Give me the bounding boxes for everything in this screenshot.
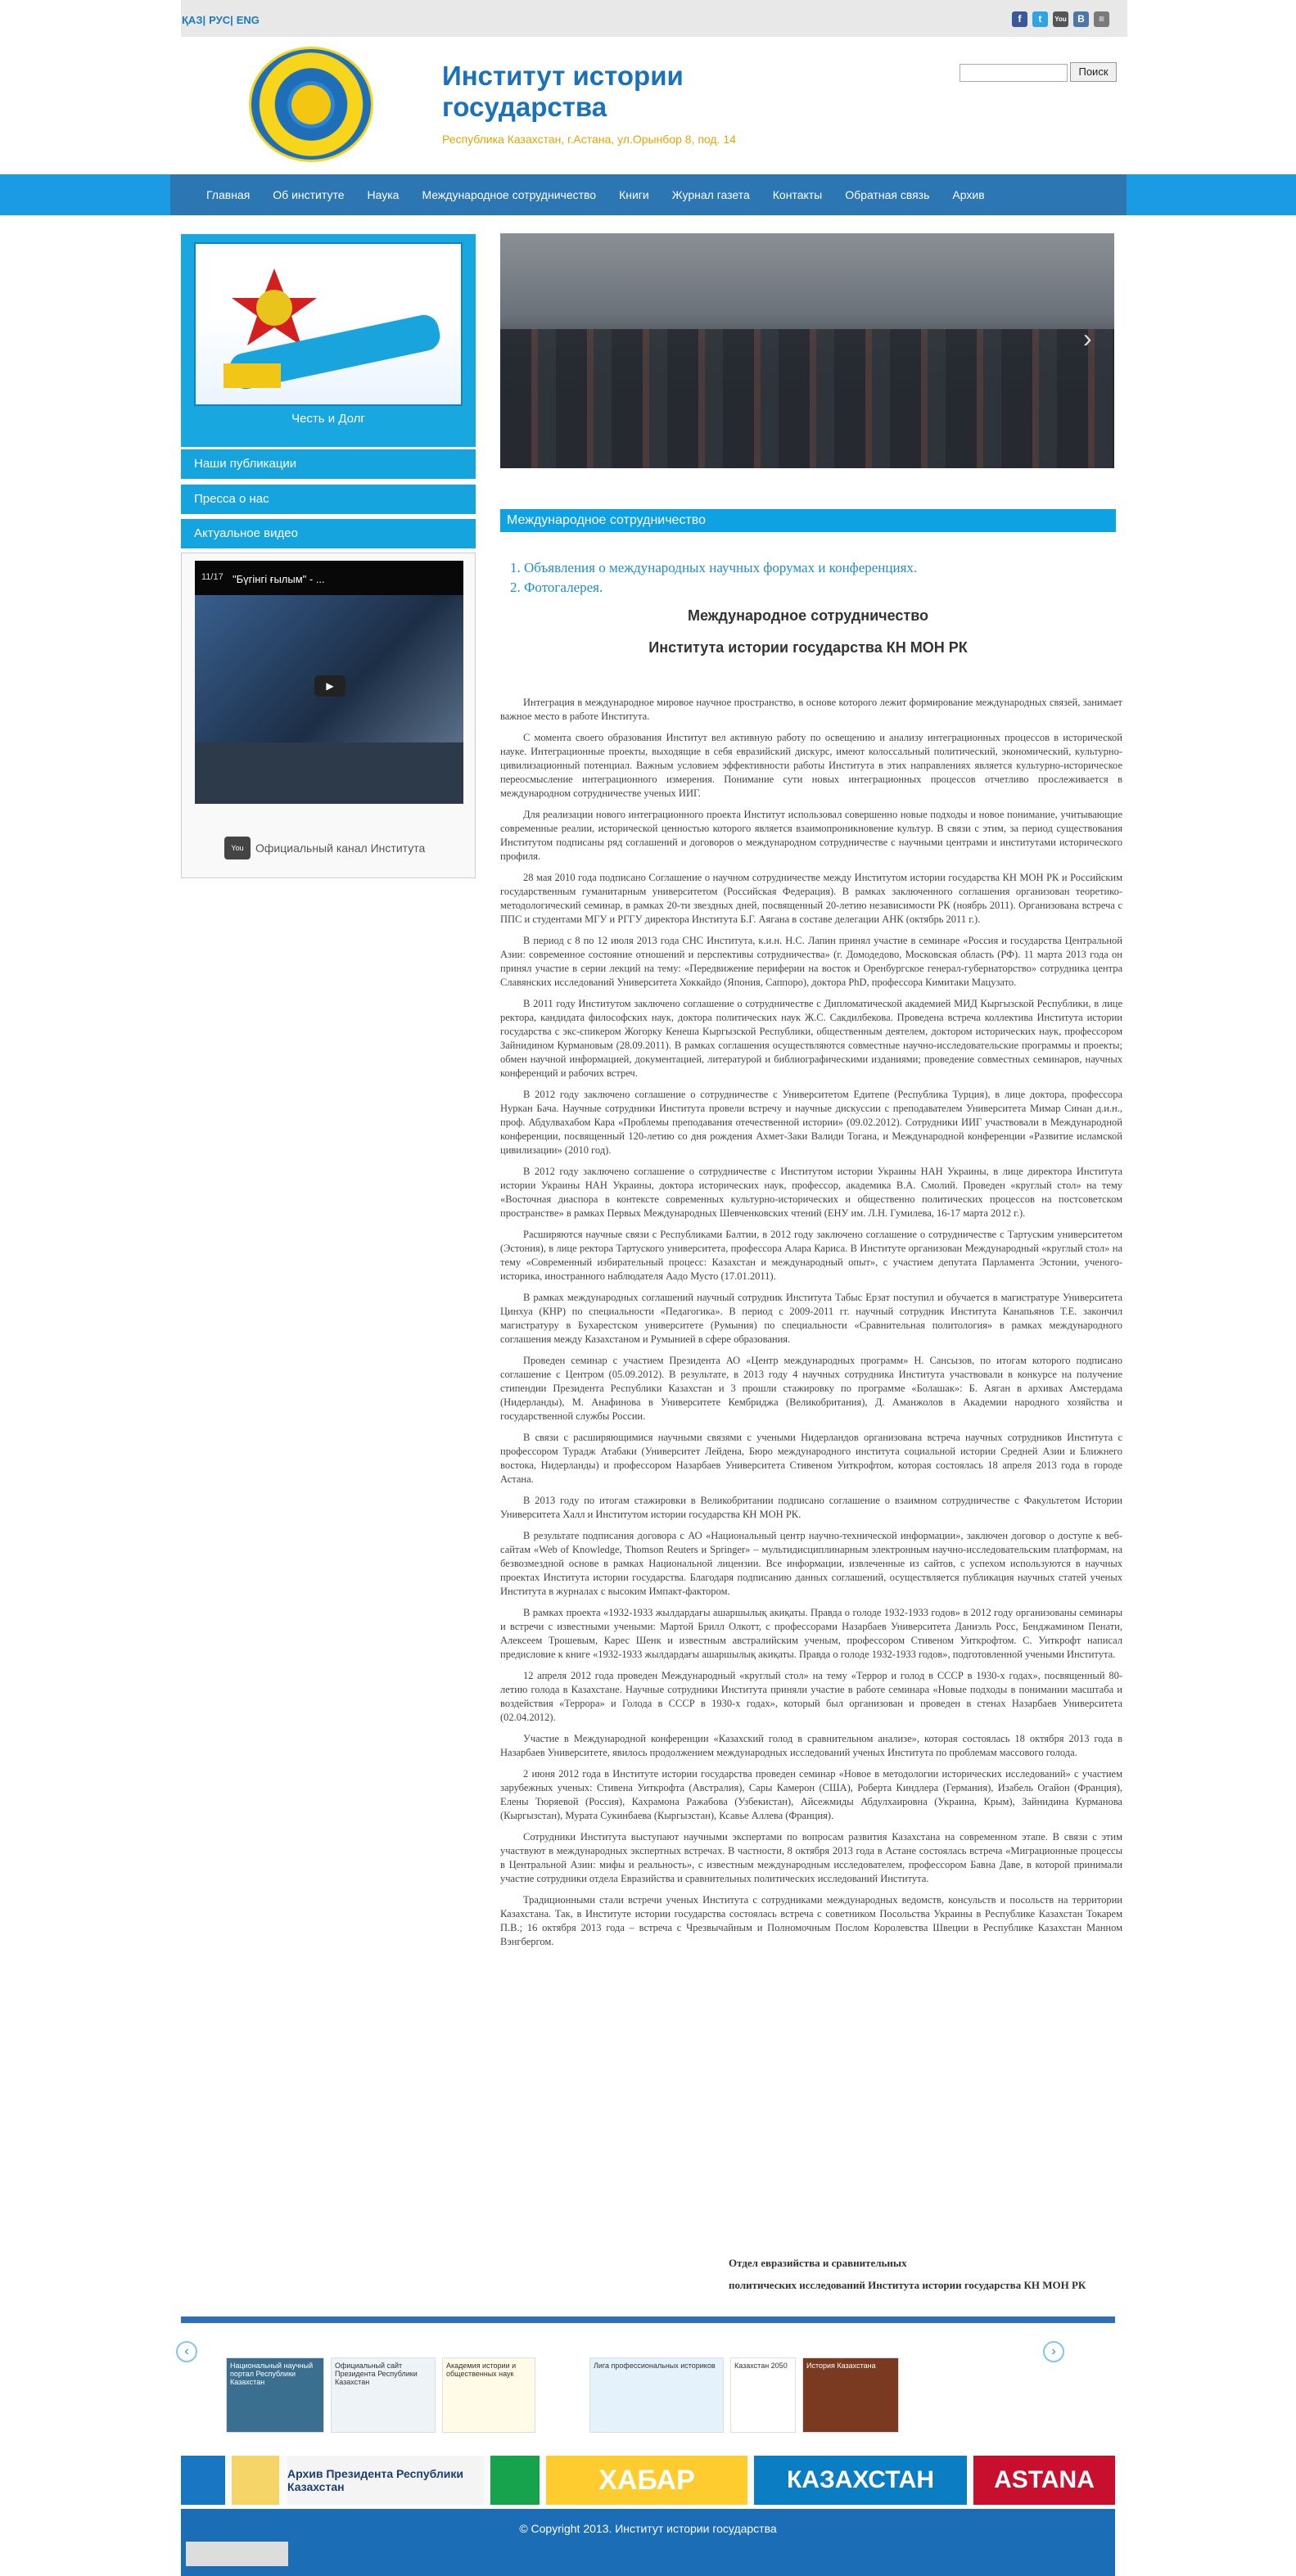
- sidebar-link-publications[interactable]: Наши публикации: [181, 449, 476, 479]
- search-button[interactable]: Поиск: [1070, 62, 1117, 82]
- site-address: Республика Казахстан, г.Астана, ул.Орынбор 8, под. 14: [442, 133, 736, 146]
- article-paragraph: 12 апреля 2012 года проведен Международный «круглый стол» на тему «Террор и голод в СССР в 1930-х годах», посвященный 80-летию голода в Казахстане. Научные сотрудники Института приняли участие в работе семинара «Новые подходы в понимании масштаба и воздействия «Террора» и Голода в СССР в 1930-х годах», который был организован и проведен в стенах Назарбаев Университета (02.04.2012).: [500, 1670, 1122, 1723]
- article-paragraph: Традиционными стали встречи ученых Института с сотрудниками международных ведомств, консульств и посольств на территории Казахстана. Так, в Институте истории государства состоялась встреча с советником Посольства Украины в Республике Казахстан Токарем П.В.; 16 октября 2013 года – встреча с Чрезвычайным и Полномочным Послом Королевства Швеции в Республике Казахстан Манном Вэнгбергом.: [500, 1894, 1122, 1947]
- play-icon[interactable]: ▶: [314, 675, 345, 697]
- signature-line-1: Отдел евразийства и сравнительных: [729, 2257, 907, 2269]
- article-paragraph: В 2013 году по итогам стажировки в Великобритании подписано соглашение о взаимном сотрудничестве с Факультетом Истории Университета Халл и Институтом истории государства КН МОН РК.: [500, 1495, 1122, 1520]
- slider-next-icon[interactable]: ›: [1083, 323, 1092, 353]
- article-paragraph: В 2012 году заключено соглашение о сотрудничестве с Университетом Едитепе (Республика Турция), в лице доктора, профессора Нуркан Бача. Научные сотрудники Института провели встречу и научные дискуссии с преподавателем Университета Мимар Синан д.и.н., проф. Абдулвахабом Кара «Проблемы преподавания отечественной истории» (09.02.2012). Сотрудники ИИГ участвовали в Международной конференции, посвященный 120-летию со дня рождения Ахмет-Заки Валиди Тогана, и Международной конференции «Развитие исламской цивилизации» (2010 год).: [500, 1089, 1122, 1156]
- article-paragraph: В рамках проекта «1932-1933 жылдардағы ашаршылық акиқаты. Правда о голоде 1932-1933 годов» в 2012 году организованы семинары и встречи с известными учеными: Мартой Брилл Олкотт, с профессорами Назарбаев Университета Даниэль Росс, Бенджамином Пенати, Алексеем Трошевым, Карес Шенк и известным австралийским ученым, профессором Стивеном Уиткрофтом. С. Уиткрофт написал предисловие к книге «1932-1933 жылдардағы ашаршылық акиқаты. Правда о голоде 1932-1933 годов», подготовленной учеными Института.: [500, 1607, 1122, 1660]
- video-counter: 11/17: [201, 572, 224, 582]
- partner-logo[interactable]: Национальный научный портал Республики Казахстан: [226, 2357, 324, 2433]
- nav-archive[interactable]: Архив: [952, 188, 985, 201]
- visitor-counter: [186, 2542, 288, 2566]
- nav-feedback[interactable]: Обратная связь: [845, 188, 930, 201]
- anniversary-banner[interactable]: [181, 234, 476, 447]
- article-paragraph: В рамках международных соглашений научный сотрудник Института Табыс Ерзат поступил и обучается в магистратуре Университета Цинхуа (КНР) по специальности «Педагогика». В период с 2009-2011 гг. научный сотрудник Института Канапьянов Т.Е. закончил магистратуру в Бухарестском университете (Румыния) по специальности «Сравнительная политология» в рамках международного соглашения между Казахстаном и Румынией в сфере образования.: [500, 1292, 1122, 1345]
- video-lower-frame: [195, 742, 463, 804]
- nav-science[interactable]: Наука: [367, 188, 400, 201]
- article-heading-1: Международное сотрудничество: [687, 607, 929, 624]
- anniversary-graphic: [196, 244, 461, 404]
- language-switcher[interactable]: [182, 14, 263, 26]
- video-title[interactable]: "Бүгінгі ғылым" - ...: [233, 573, 325, 585]
- divider: [181, 2317, 1115, 2323]
- lang-rus[interactable]: РУС|: [209, 14, 233, 26]
- article-links: [524, 558, 917, 598]
- link-announcements[interactable]: 1. Объявления о международных научных форумах и конференциях.: [524, 558, 917, 578]
- sidebar-link-video[interactable]: Актуальное видео: [181, 519, 476, 548]
- article-paragraph: 2 июня 2012 года в Институте истории государства проведен семинар «Новое в методологии исторических исследований» с участием зарубежных ученых: Стивена Уиткрофта (Австралия), Сары Камерон (США), Роберта Киндлера (Германия), Изабель Огайон (Франция), Елены Тюряевой (Россия), Кахрамона Ражабова (Узбекистан), Айсежмиды Абдулхаировна (Украина, Крым), Зайнидина Курманова (Кыргызстан), Мурата Сукинбаева (Кыргызстан), Ксавье Аллева (Франция).: [500, 1768, 1122, 1821]
- search-input[interactable]: [960, 64, 1068, 82]
- institute-logo[interactable]: [249, 47, 373, 162]
- sponsor-logos: [181, 2456, 1115, 2505]
- main-nav: [0, 174, 1296, 215]
- partner-logo[interactable]: Официальный сайт Президента Республики Казахстан: [331, 2357, 436, 2433]
- nav-books[interactable]: Книги: [619, 188, 649, 201]
- president-archive-logo[interactable]: Архив Президента Республики Казахстан: [287, 2456, 484, 2505]
- seal-icon[interactable]: [232, 2456, 279, 2505]
- facebook-icon[interactable]: f: [1012, 11, 1027, 27]
- group-photo[interactable]: [500, 233, 1114, 468]
- video-widget: [181, 553, 476, 878]
- article-paragraph: Сотрудники Института выступают научными экспертами по вопросам развития Казахстана на современном этапе. В связи с этим участвуют в международных экспертных встречах. В частности, 8 октября 2013 года в Астане состоялась встреча «Миграционные процессы в Центральной Азии: мифы и реальность», с известным международным исследователем, профессором Бавна Даве, в которой принимали участие сотрудники отдела Евразийства и сравнительных политических исследований Института.: [500, 1831, 1122, 1884]
- channel-logo[interactable]: [490, 2456, 540, 2505]
- vk-icon[interactable]: B: [1073, 11, 1089, 27]
- banner-title[interactable]: Честь и Долг: [291, 412, 365, 426]
- partner-logo[interactable]: Лига профессиональных историков: [589, 2357, 724, 2433]
- partner-logo[interactable]: Казахстан 2050: [730, 2357, 796, 2433]
- section-title: Международное сотрудничество: [500, 509, 1116, 532]
- article-paragraph: Расширяются научные связи с Республиками Балтии, в 2012 году заключено соглашение о сотрудничестве с Тартуским университетом (Эстония), в лице ректора Тартуского университета, профессора Алара Кариса. В Институте организован Международный «круглый стол» на тему «Современный избирательный процесс: Казахстан и международный опыт», с участием депутата Парламента Эстонии, ученого-историка, иностранного наблюдателя Аадо Мусто (17.01.2011).: [500, 1229, 1122, 1282]
- nav-international[interactable]: Международное сотрудничество: [422, 188, 597, 201]
- article-paragraph: Для реализации нового интеграционного проекта Институт использовал совершенно новые подходы и новое понимание, учитывающие современные реалии, исторической ценностью которого является взаимопроникновение культур. В связи с этим, за период существования Институтом подписаны ряд соглашений и договоров о международном сотрудничестве с научными центрами и институтами исторического профиля.: [500, 809, 1122, 862]
- carousel-prev-icon[interactable]: ‹: [176, 2341, 197, 2362]
- khabar-logo[interactable]: ХАБАР: [546, 2456, 747, 2505]
- footer: [181, 2509, 1115, 2576]
- article-paragraph: В связи с расширяющимися научными связями с учеными Нидерландов организована встреча научных сотрудников Института с профессором Турадж Атабаки (Университет Лейдена, Бюро международного института социальной истории Средней Азии и Ближнего востока, Нидерланды) и профессором Назарбаев Университета Стивеном Уиткрофтом, которая состоялась 18 апреля 2013 года в городе Астана.: [500, 1432, 1122, 1485]
- link-photo-gallery[interactable]: 2. Фотогалерея.: [524, 578, 917, 598]
- site-title[interactable]: Институт истории государства: [442, 61, 684, 122]
- video-player[interactable]: [195, 561, 463, 804]
- youtube-channel-label[interactable]: Официальный канал Института: [255, 841, 426, 855]
- rss-icon[interactable]: ≡: [1094, 11, 1109, 27]
- article-paragraph: Интеграция в международное мировое научное пространство, в основе которого лежит формирование международных связей, занимает важное место в работе Института.: [500, 697, 1122, 722]
- kazakhstan-emblem-icon[interactable]: [181, 2456, 225, 2505]
- article-heading-2: Института истории государства КН МОН РК: [648, 639, 968, 656]
- signature-line-2: политических исследований Института истории государства КН МОН РК: [729, 2279, 1086, 2291]
- article-paragraph: Проведен семинар с участием Президента АО «Центр международных программ» Н. Сансызов, по итогам которого подписано соглашение с Центром (05.09.2012). В результате, в 2013 году 4 научных сотрудника Института участвовали в конкурсе на получение стипендии Президента Республики Казахстан и 3 прошли стажировку по программе «Болашак»: Б. Аяган в архивах Амстердама (Нидерланды), М. Анафинова в Университете Кембриджа (Великобритания), Д. Аманжолов в Академии народного хозяйства и государственной службы России.: [500, 1355, 1122, 1422]
- article-paragraph: В результате подписания договора с АО «Национальный центр научно-технической информации», заключен договор о доступе к веб-сайтам «Web of Knowledge, Thomson Reuters и Springer» – мультидисциплинарным электронным научно-исследовательским платформам, на безвозмездной основе в рамках Национальной лицензии. Все информации, извлеченные из сайтов, с успехом используются в научных проектах Института истории государства. Благодаря подписанию данных соглашений, осуществляется публикация научных статей ученых Института в журналах с высоким Импакт-фактором.: [500, 1530, 1122, 1597]
- partner-logo[interactable]: История Казахстана: [802, 2357, 899, 2433]
- nav-home[interactable]: Главная: [206, 188, 251, 201]
- social-links: [1012, 11, 1109, 27]
- copyright: © Copyright 2013. Институт истории государства: [519, 2522, 777, 2535]
- youtube-icon: You: [224, 837, 251, 859]
- nav-contacts[interactable]: Контакты: [772, 188, 823, 201]
- top-bar: [181, 0, 1127, 37]
- article-paragraph: В 2012 году заключено соглашение о сотрудничестве с Институтом истории Украины НАН Украины, в лице директора Института истории Украины НАН Украины, доктора исторических наук, профессор, академика В.А. Смолий. Проведен «круглый стол» на тему «Восточная диаспора в контексте современных культурно-исторических и общественно политических процессов на постсоветском пространстве» в рамках Первых Международных Шевченковских чтений (ЕНУ им. Л.Н. Гумилева, 16-17 марта 2012 г.).: [500, 1166, 1122, 1219]
- article-paragraph: Участие в Международной конференции «Казахский голод в сравнительном анализе», которая состоялась 18 октября 2013 года в Назарбаев Университете, явилось продолжением международных исследований ученых Института по проблемам массового голода.: [500, 1733, 1122, 1758]
- lang-eng[interactable]: ENG: [236, 14, 260, 26]
- astana-tv-logo[interactable]: ASTANA: [973, 2456, 1115, 2505]
- article-paragraph: С момента своего образования Институт вел активную работу по освещению и анализу интеграционных процессов в исторической науке. Интеграционные проекты, выходящие в себя евразийский дискурс, имеют колоссальный политический, экономический, культурно-цивилизационный потенциал. Важным условием эффективности работы Института в этих направлениях является культурно-историческое переосмысление интеграционного измерения. Понимание сути новых интеграционных процессов отчетливо прослеживается в международном сотрудничестве ученых ИИГ.: [500, 732, 1122, 799]
- youtube-icon[interactable]: You: [1053, 11, 1068, 27]
- twitter-icon[interactable]: t: [1032, 11, 1048, 27]
- kazakhstan-tv-logo[interactable]: КАЗАХСТАН: [754, 2456, 967, 2505]
- lang-kaz[interactable]: ҚАЗ|: [182, 14, 206, 26]
- sidebar-link-press[interactable]: Пресса о нас: [181, 485, 476, 514]
- article-body: [500, 696, 1122, 1956]
- video-frame: [195, 595, 463, 742]
- carousel-next-icon[interactable]: ›: [1043, 2341, 1064, 2362]
- nav-about[interactable]: Об институте: [273, 188, 345, 201]
- article-paragraph: 28 мая 2010 года подписано Соглашение о научном сотрудничестве между Институтом истории государства КН МОН РК и Российским государственным гуманитарным университетом (Российская Федерация). В рамках заключенного соглашения организован теоретико-методологический семинар, в рамках 20-ти звездных дней, посвященный 20-летию независимости РК (ноябрь 2011). Организована встреча с ППС и студентами МГУ и РГГУ директора Института Б.Г. Аягана в составе делегации АНК (октябрь 2011 г.).: [500, 872, 1122, 925]
- article-paragraph: В период с 8 по 12 июля 2013 года СНС Института, к.и.н. Н.С. Лапин принял участие в семинаре «Россия и государства Центральной Азии: современное состояние отношений и перспективы сотрудничества» (г. Домодедово, Московская область (РФ). 11 марта 2013 года он принял участие в серии лекций на тему: «Передвижение периферии на восток и Оренбургское генерал-губернаторство» сотрудника центра Славянских исследований Университета Хоккайдо (Япония, Саппоро), доктора PhD, профессора Кимитаки Мацузато.: [500, 935, 1122, 988]
- article-signature: [729, 2252, 1122, 2296]
- nav-journal[interactable]: Журнал газета: [671, 188, 750, 201]
- article-paragraph: В 2011 году Институтом заключено соглашение о сотрудничестве с Дипломатической академией МИД Кыргызской Республики, в лице ректора, кандидата философских наук, доктора политических наук Ж.С. Сакдилбекова. Проведена встреча коллектива Института истории государства с экс-спикером Жогорку Кенеша Кыргызской Республики, общественным деятелем, доктором исторических наук, профессором Зайнидином Курмановым (28.09.2011). В рамках соглашения осуществляются совместные научно-исследовательские программы и проекты; обмен научной информацией, документацией, литературой и библиографическими изданиями; проведение совместных семинаров, научных конференций и рабочих встреч.: [500, 998, 1122, 1079]
- partner-logo[interactable]: Академия истории и общественных наук: [442, 2357, 535, 2433]
